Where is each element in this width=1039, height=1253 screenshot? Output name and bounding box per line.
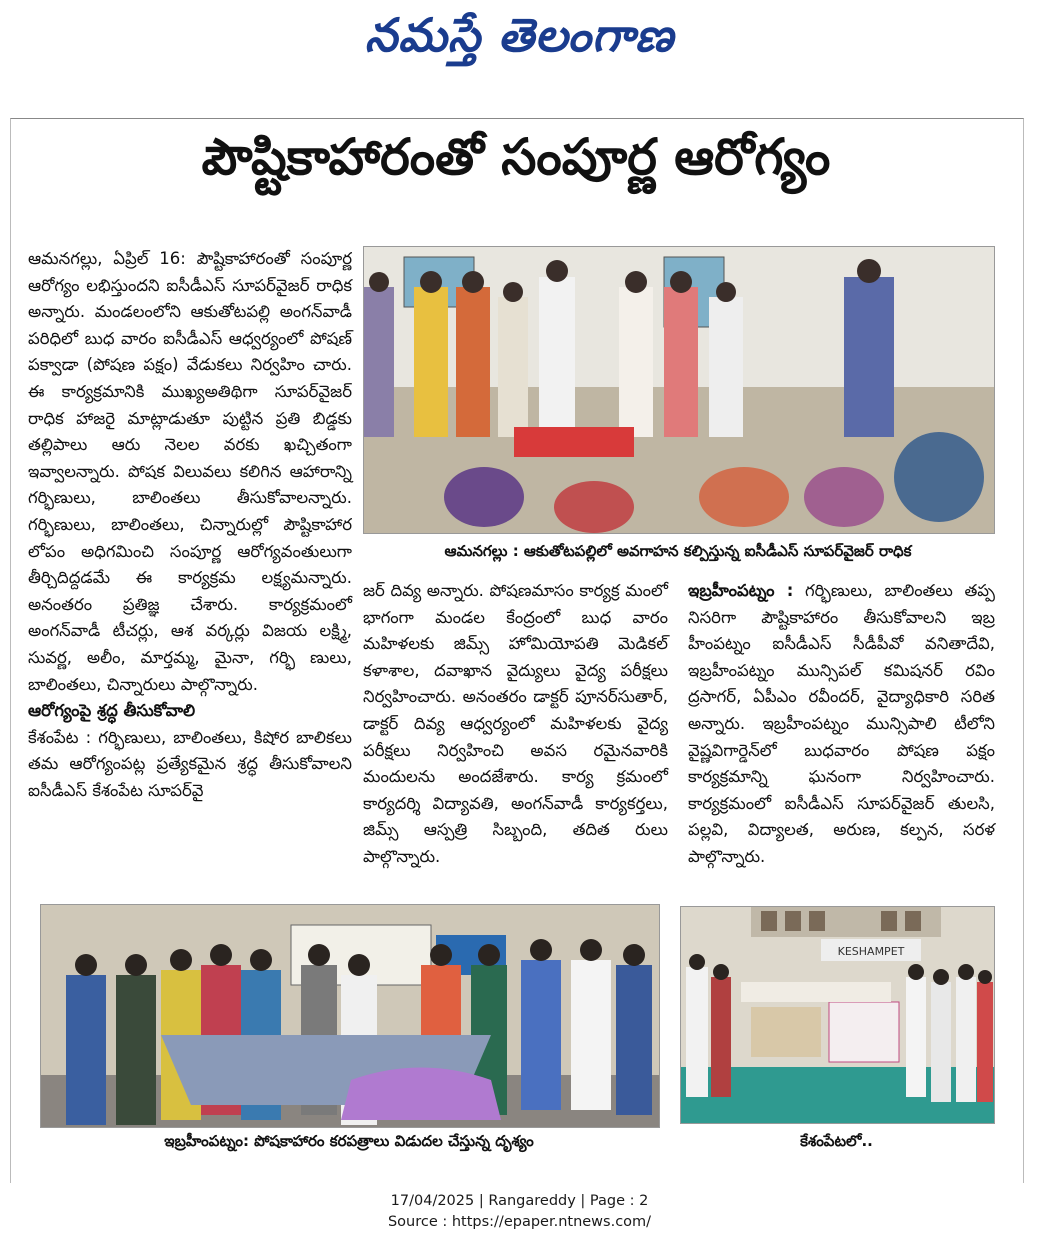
- caption-amangal: ఆమనగల్లు : ఆకుతోటపల్లిలో అవగాహన కల్పిస్తున్న ఐసీడీఎస్ సూపర్‌వైజర్ రాధిక: [444, 542, 912, 560]
- article-column-2: [363, 578, 668, 871]
- subheading-keshampet: ఆరోగ్యంపై శ్రద్ధ తీసుకోవాలి: [28, 701, 196, 721]
- paragraph-keshampet-continued: జర్ దివ్య అన్నారు. పోషణమాసం కార్యక్ర మంలో భాగంగా మండల కేంద్రంలో బుధ వారం మహిళలకు జిమ్స్ హోమియోపతి మెడికల్ కళాశాల, దవాఖాన వైద్యులు వైద్య పరీక్షలు నిర్వహించారు. అనంతరం డాక్టర్ పూనర్‌సుతార్, డాక్టర్ దివ్య ఆధ్వర్యంలో మహిళలకు వైద్య పరీక్షలు నిర్వహించి అవస రమైనవారికి మందులను అందజేశారు. కార్య క్రమంలో కార్యదర్శి విద్యావతి, అంగన్‌వాడీ కార్యకర్తలు, జిమ్స్ ఆస్పత్రి సిబ్బంది, తదిత రులు పాల్గొన్నారు.: [363, 581, 668, 866]
- masthead-logo: నమస్తే తెలంగాణ: [364, 8, 675, 62]
- photo-keshampet: [680, 906, 995, 1124]
- footer-source-link[interactable]: Source : https://epaper.ntnews.com/: [387, 1214, 652, 1230]
- caption-ibrahimpatnam: ఇబ్రహీంపట్నం: పోషకాహారం కరపత్రాలు విడుదల చేస్తున్న దృశ్యం: [164, 1132, 534, 1150]
- body-ibrahimpatnam: గర్భిణులు, బాలింతలు తప్ప నిసరిగా పౌష్టికాహారం తీసుకోవాలని ఇబ్ర హీంపట్నం ఐసీడీఎస్ సీడీపీవో వనితాదేవి, ఇబ్రహీంపట్నం మున్సిపల్ కమిషనర్ రవిం ద్రసాగర్, ఏపీఎం రవీందర్, వైద్యాధికారి సరిత అన్నారు. ఇబ్రహీంపట్నం మున్సిపాలి టీలోని వైష్ణవిగార్డెన్‌లో బుధవారం పోషణ పక్షం కార్యక్రమాన్ని ఘనంగా నిర్వహించారు. కార్యక్రమంలో ఐసీడీఎస్ సూపర్‌వైజర్ తులసి, పల్లవి, విద్యాలత, అరుణ, కల్పన, సరళ పాల్గొన్నారు.: [688, 581, 996, 866]
- caption-keshampet: కేశంపేటలో..: [800, 1132, 873, 1150]
- photo-ibrahimpatnam: [40, 904, 660, 1128]
- photo-amangal: [363, 246, 995, 534]
- paragraph-keshampet: కేశంపేట : గర్భిణులు, బాలింతలు, కిషోర బాలికలు తమ ఆరోగ్యంపట్ల ప్రత్యేకమైన శ్రద్ధ తీసుకోవాలని ఐసీడీఎస్ కేశంపేట సూపర్‌వై: [28, 727, 352, 800]
- article-column-3: [688, 578, 995, 871]
- paragraph-amangal: ఆమనగల్లు, ఏప్రిల్ 16: పౌష్టికాహారంతో సంపూర్ణ ఆరోగ్యం లభిస్తుందని ఐసీడీఎస్ సూపర్‌వైజర్ రాధిక అన్నారు. మండలంలోని ఆకుతోటపల్లి అంగన్‌వాడీ పరిధిలో బుధ వారం ఐసీడీఎస్ ఆధ్వర్యంలో పోషణ్ పక్వాడా (పోషణ పక్షం) వేడుకలు నిర్వహిం చారు. ఈ కార్యక్రమానికి ముఖ్యఅతిథిగా సూపర్‌వైజర్ రాధిక హాజరై మాట్లాడుతూ పుట్టిన ప్రతి బిడ్డకు తల్లిపాలు ఆరు నెలల వరకు ఖచ్చితంగా ఇవ్వాలన్నారు. పోషక విలువలు కలిగిన ఆహారాన్ని గర్భిణులు, బాలింతలు తీసుకోవాలన్నారు. గర్భిణులు, బాలింతలు, చిన్నారుల్లో పౌష్టికాహార లోపం అధిగమించి సంపూర్ణ ఆరోగ్యవంతులుగా తీర్చిదిద్దడమే ఈ కార్యక్రమ లక్ష్యమన్నారు. అనంతరం ప్రతిజ్ఞ చేశారు. కార్యక్రమంలో అంగన్‌వాడీ టీచర్లు, ఆశ వర్కర్లు విజయ లక్ష్మి, సువర్ణ, అలీం, మార్తమ్మ, మైనా, గర్భి ణులు, బాలింతలు, చిన్నారులు పాల్గొన్నారు.: [28, 249, 352, 694]
- article-column-1: [28, 246, 352, 804]
- paragraph-ibrahimpatnam: [688, 578, 995, 871]
- headline: పౌష్టికాహారంతో సంపూర్ణ ఆరోగ్యం: [201, 128, 831, 186]
- footer-date-edition: 17/04/2025 | Rangareddy | Page : 2: [390, 1193, 649, 1209]
- dateline-ibrahimpatnam: ఇబ్రహీంపట్నం :: [688, 581, 794, 600]
- banner-keshampet: KESHAMPET: [837, 945, 905, 958]
